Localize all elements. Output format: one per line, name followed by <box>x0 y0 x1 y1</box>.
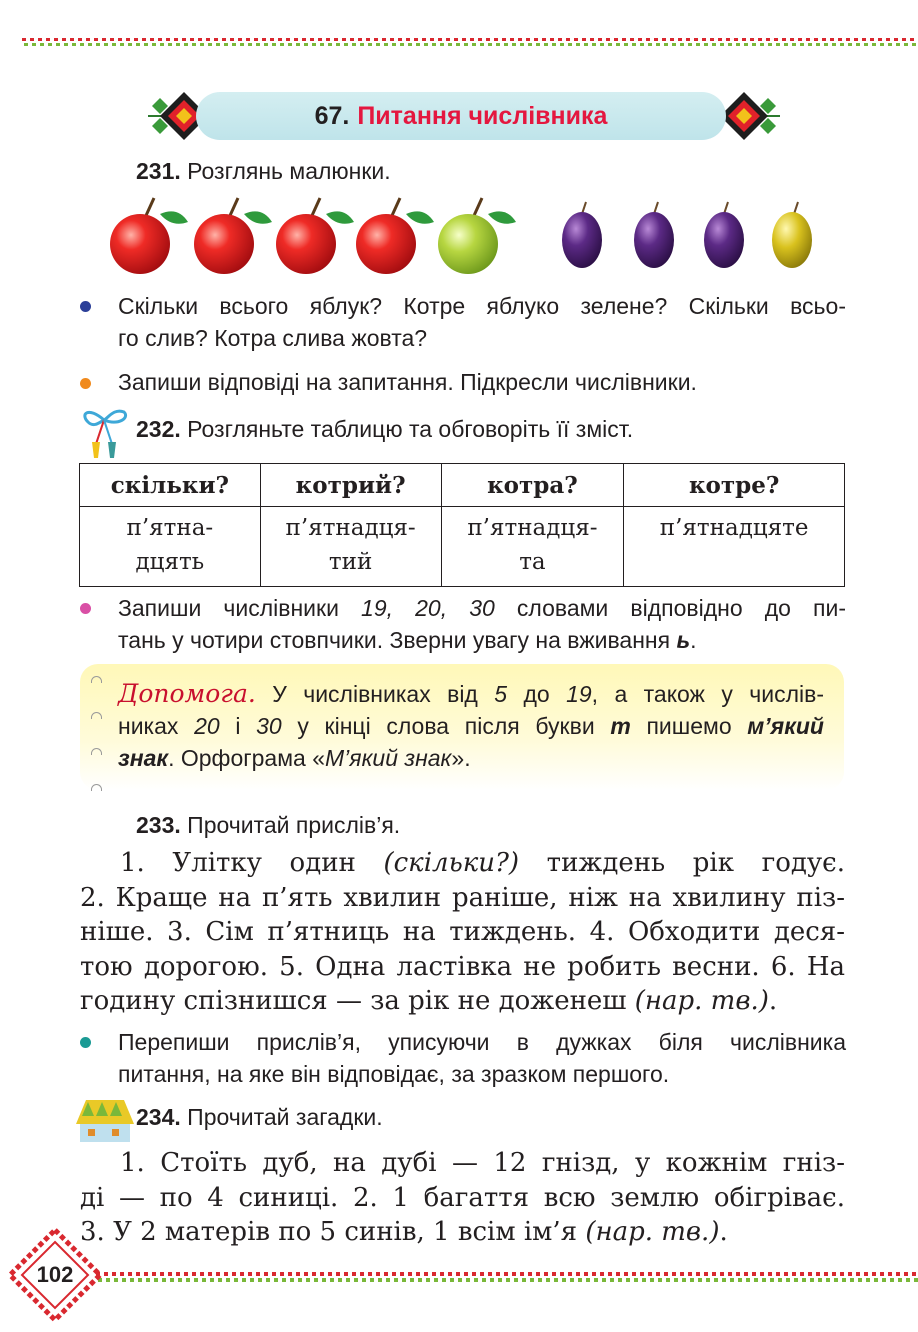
ex233-instruction-line1: Перепиши прислів’я, уписуючи в дужках біля числівника <box>118 1029 846 1055</box>
italic-text: (нар. тв.) <box>634 986 769 1016</box>
italic-term: М’який знак <box>325 745 452 771</box>
table-header-cell: котре? <box>624 464 845 507</box>
text: 3. У 2 матерів по 5 синів, 1 всім ім’я <box>80 1217 586 1247</box>
text: до <box>507 681 567 707</box>
notebook-ring-icon <box>91 676 102 683</box>
cell-line: п’ятна- <box>126 515 214 541</box>
exercise-number: 233. <box>136 812 181 838</box>
notebook-ring-icon <box>91 784 102 791</box>
lesson-title-bar <box>196 92 726 140</box>
exercise-number: 232. <box>136 416 181 442</box>
text: Запиши числівники <box>118 595 362 621</box>
exercise-231-heading <box>136 158 391 185</box>
exercise-task: Прочитай загадки. <box>187 1104 383 1130</box>
help-line1 <box>118 678 824 710</box>
number: 5 <box>494 681 508 707</box>
italic-text: (нар. тв.) <box>585 1217 720 1247</box>
bullet-teal-icon <box>80 1037 91 1048</box>
text: , а також у числів- <box>591 681 824 707</box>
text: тиждень рік годує. <box>519 848 845 878</box>
table-header-cell: скільки? <box>80 464 261 507</box>
proverb-line: 2. Краще на п’ять хвилин раніше, ніж на хвилину піз- <box>80 882 845 913</box>
bullet-blue-icon <box>80 301 91 312</box>
ex231-instruction: Запиши відповіді на запитання. Підкресли числівники. <box>118 369 697 395</box>
table-cell <box>624 507 845 587</box>
exercise-number: 231. <box>136 158 181 184</box>
lesson-number: 67. <box>314 101 350 130</box>
riddle-line: 1. Стоїть дуб, на дубі — 12 гнізд, у кожнім гніз- <box>120 1148 845 1178</box>
number: 30 <box>256 713 282 739</box>
ex233-instruction-line2: питання, на яке він відповідає, за зразком першого. <box>118 1061 670 1087</box>
ex232-instruction <box>118 592 846 656</box>
cell-line: та <box>519 549 546 575</box>
bold-term: знак <box>118 745 169 771</box>
ex231-question-line2: го слив? Котра слива жовта? <box>118 325 428 351</box>
exercise-task: Прочитай прислів’я. <box>187 812 401 838</box>
proverb-line <box>80 984 845 1019</box>
bullet-orange-icon <box>80 378 91 389</box>
riddles-text <box>80 1146 845 1250</box>
ex232-instruction-line1 <box>118 592 846 624</box>
top-decorative-border <box>22 38 917 46</box>
lesson-title: Питання числівника <box>357 101 608 130</box>
italic-text: (скільки?) <box>383 848 520 878</box>
plum-2 <box>634 202 674 268</box>
apple-4 <box>356 198 434 274</box>
riddle-line <box>80 1215 845 1250</box>
number: 19 <box>566 681 592 707</box>
page-number: 102 <box>36 1262 74 1287</box>
table-cell <box>260 507 441 587</box>
proverb-line: ніше. 3. Сім п’ятниць на тиждень. 4. Обходити деся- <box>80 917 845 947</box>
numbers: 19, 20, 30 <box>361 595 495 621</box>
text: . <box>719 1217 728 1247</box>
riddle-line: ді — по 4 синиці. 2. 1 багаття всю землю обігріває. <box>80 1182 845 1213</box>
plum-1 <box>562 202 602 268</box>
group-work-bow-icon <box>78 404 130 460</box>
cell-line: п’ятнадця- <box>285 515 416 541</box>
proverbs-text <box>80 846 845 1019</box>
text: і <box>219 713 257 739</box>
cell-line: п’ятнадця- <box>467 515 598 541</box>
table-row <box>80 507 845 587</box>
text: . <box>768 986 778 1016</box>
apple-3 <box>276 198 354 274</box>
text: годину спізнишся — за рік не доженеш <box>80 986 635 1016</box>
ex232-instruction-line2 <box>118 624 846 656</box>
notebook-ring-icon <box>91 712 102 719</box>
exercise-232-heading <box>136 416 633 443</box>
ex231-questions <box>118 290 846 354</box>
bullet-pink-icon <box>80 603 91 614</box>
bottom-decorative-border <box>96 1272 918 1282</box>
fruit-illustration <box>104 192 824 280</box>
numeral-questions-table <box>79 463 845 587</box>
help-label: Допомога. <box>118 679 256 708</box>
soft-sign: ь <box>676 627 691 653</box>
text: словами відповідно до пи- <box>494 595 847 621</box>
ex231-question-line1: Скільки всього яблук? Котре яблуко зелене? Скільки всьо- <box>118 293 846 319</box>
ex233-instruction <box>118 1026 846 1090</box>
text: никах <box>118 713 195 739</box>
exercise-234-heading <box>136 1104 383 1131</box>
bold-term: м’який <box>747 713 824 739</box>
text: тань у чотири стовпчики. Зверни увагу на вживання <box>118 627 677 653</box>
apple-2 <box>194 198 272 274</box>
table-header-cell: котрий? <box>260 464 441 507</box>
exercise-233-heading <box>136 812 400 839</box>
help-line3 <box>118 742 824 774</box>
cell-line: тий <box>328 549 373 575</box>
table-cell <box>80 507 261 587</box>
number: 20 <box>194 713 220 739</box>
plum-yellow <box>772 202 812 268</box>
exercise-task: Розгляньте таблицю та обговоріть її зміст. <box>187 416 634 442</box>
help-note-text <box>118 678 824 774</box>
text: у кінці слова після букви <box>281 713 611 739</box>
apple-green <box>438 198 516 274</box>
letter: т <box>610 713 631 739</box>
table-cell <box>441 507 624 587</box>
apple-1 <box>110 198 188 274</box>
exercise-number: 234. <box>136 1104 181 1130</box>
text: 1. Улітку один <box>120 848 384 878</box>
notebook-ring-icon <box>91 748 102 755</box>
cell-line: п’ятнадцяте <box>659 515 809 541</box>
page-number-ornament <box>8 1228 102 1322</box>
text: пишемо <box>630 713 748 739</box>
text: . Орфограма « <box>168 745 326 771</box>
proverb-line: тою дорогою. 5. Одна ластівка не робить весни. 6. На <box>80 951 845 982</box>
proverb-line <box>80 846 845 881</box>
table-header-row <box>80 464 845 507</box>
text: ». <box>451 745 471 771</box>
independent-work-house-icon <box>74 1098 136 1144</box>
exercise-task: Розглянь малюнки. <box>187 158 391 184</box>
text: У числівниках від <box>255 681 495 707</box>
cell-line: дцять <box>135 549 205 575</box>
table-header-cell: котра? <box>441 464 624 507</box>
help-line2 <box>118 710 824 742</box>
text: . <box>690 627 697 653</box>
plum-3 <box>704 202 744 268</box>
